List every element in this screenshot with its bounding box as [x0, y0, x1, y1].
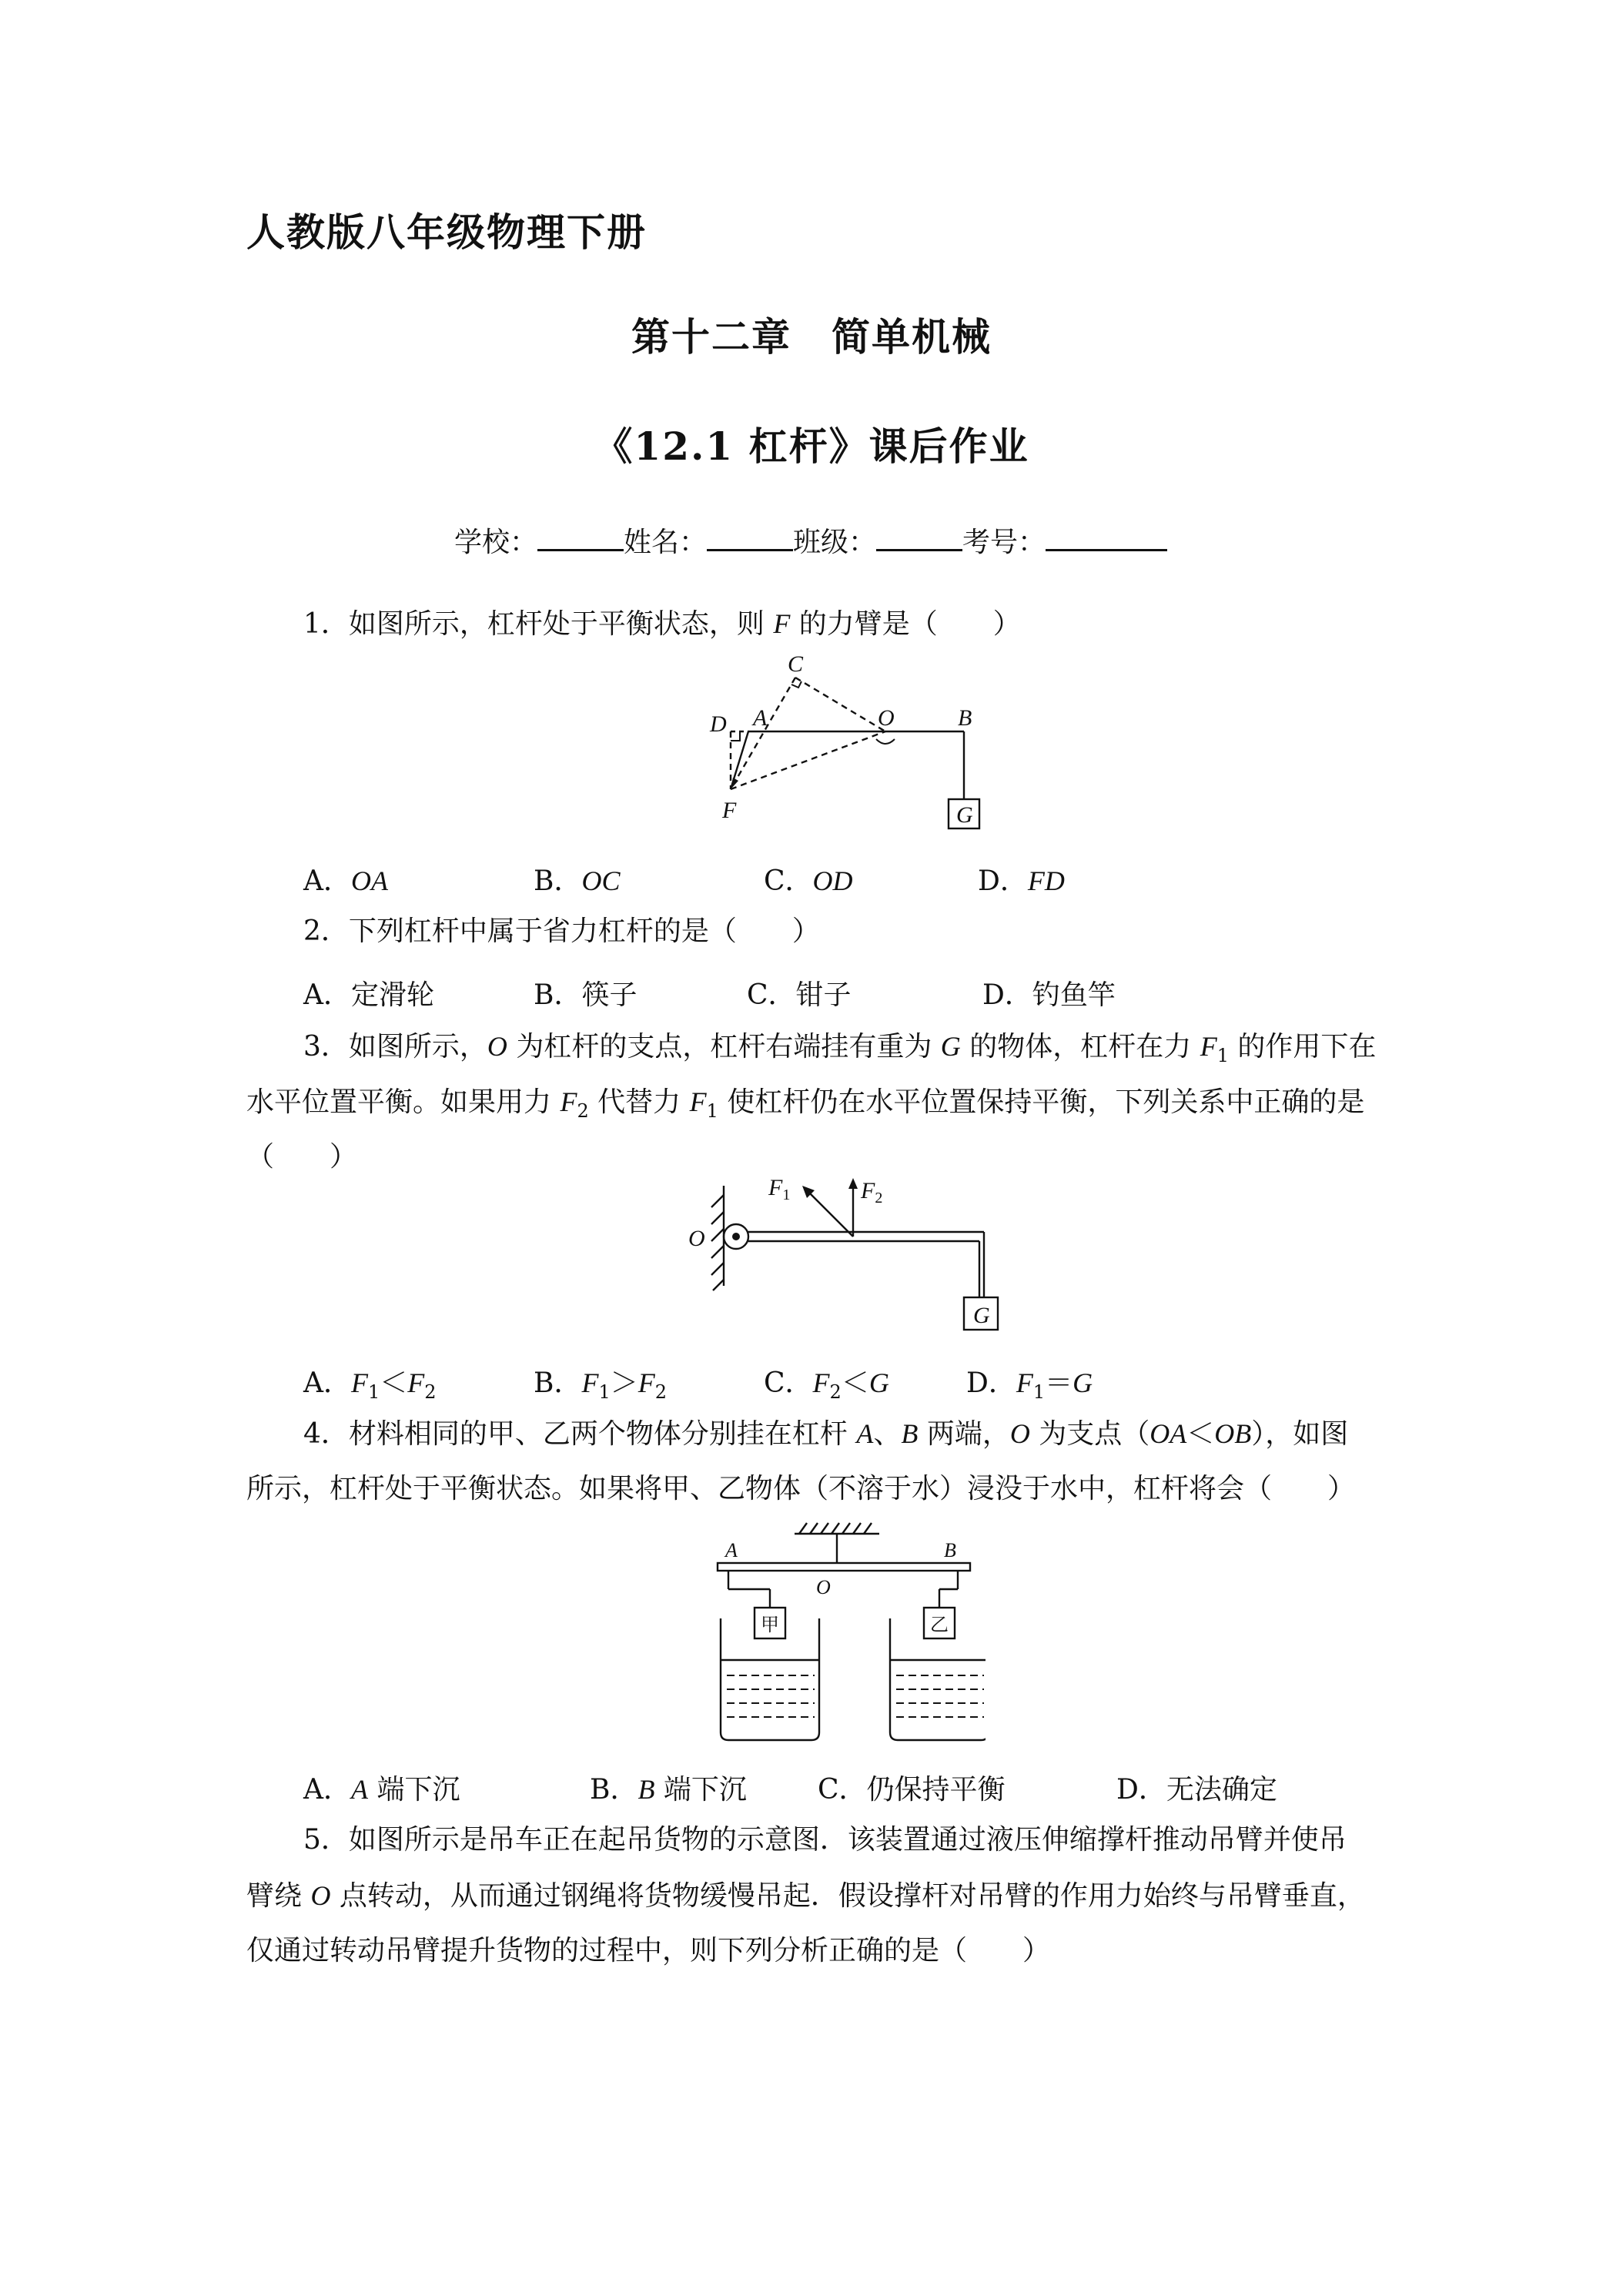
q2-option-c[interactable]: C．钳子: [747, 979, 852, 1011]
class-label: 班级：: [793, 527, 877, 558]
fig4-label-yi: 乙: [930, 1615, 949, 1635]
question-2-stem: 2．下列杠杆中属于省力杠杆的是（ ）: [303, 915, 820, 947]
question-5-line-1: 5．如图所示是吊车正在起吊货物的示意图．该装置通过液压伸缩撑杆推动吊臂并使吊: [303, 1824, 1347, 1856]
q3-option-a[interactable]: A．$F_1<F_2$: [303, 1367, 437, 1404]
wall-hatch: [711, 1263, 724, 1275]
left-beaker: [721, 1618, 819, 1740]
school-field[interactable]: [537, 526, 624, 551]
lesson-title: 《12.1 杠杆》课后作业: [594, 423, 1029, 469]
fig1-label-o: O: [878, 705, 895, 731]
q4-option-d[interactable]: D．无法确定: [1116, 1774, 1277, 1806]
question-4-figure: [708, 1517, 986, 1748]
q2-option-d[interactable]: D．钓鱼竿: [982, 979, 1116, 1011]
fig3-label-f1: $F_1$: [768, 1178, 791, 1203]
question-3-line-1: 3．如图所示，O 为杠杆的支点，杠杆右端挂有重为 G 的物体，杠杆在力 $F_1$ 的作用下在: [303, 1031, 1377, 1067]
q3-option-b[interactable]: B．$F_1>F_2$: [534, 1367, 668, 1404]
lever-bar: [718, 1563, 970, 1571]
wall-hatch: [713, 1280, 724, 1290]
question-3-line-2: 水平位置平衡。如果用力 $F_2$ 代替力 $F_1$ 使杠杆仍在水平位置保持平衡，下列关系中正确的是: [246, 1086, 1365, 1123]
fig4-label-b: B: [944, 1539, 956, 1561]
ceiling-hatch: [810, 1523, 818, 1534]
q1-option-a[interactable]: A．OA: [303, 865, 388, 897]
ceiling-hatch: [853, 1523, 861, 1534]
fulcrum-mark: [876, 739, 895, 744]
fig1-label-c: C: [788, 651, 804, 677]
student-info-line: [454, 526, 1167, 557]
q1-option-b[interactable]: B．OC: [534, 865, 621, 897]
exam-no-label: 考号：: [962, 527, 1046, 558]
question-5-line-2: 臂绕 O 点转动，从而通过钢绳将货物缓慢吊起．假设撑杆对吊臂的作用力始终与吊臂垂直，: [246, 1880, 1365, 1912]
fig1-label-f: F: [722, 798, 737, 823]
q3-option-c[interactable]: C．$F_2<G$: [764, 1367, 889, 1404]
question-5-line-3: 仅通过转动吊臂提升货物的过程中，则下列分析正确的是（ ）: [246, 1935, 1051, 1966]
pivot-dot: [732, 1233, 740, 1240]
ceiling-hatch: [799, 1523, 807, 1534]
q4-option-b[interactable]: B．B 端下沉: [590, 1774, 747, 1806]
wall-hatch: [711, 1229, 724, 1241]
name-field[interactable]: [707, 526, 793, 551]
fig3-label-f2: $F_2$: [861, 1178, 883, 1207]
fig1-label-d: D: [710, 711, 727, 737]
fig4-label-jia: 甲: [761, 1615, 779, 1635]
q3-option-d[interactable]: D．$F_1=G$: [966, 1367, 1093, 1404]
q4-option-a[interactable]: A．A 端下沉: [303, 1774, 460, 1806]
ceiling-hatch: [842, 1523, 850, 1534]
fig3-label-o: O: [688, 1226, 705, 1251]
right-beaker: [890, 1618, 986, 1740]
chapter-title: 第十二章 简单机械: [631, 314, 992, 360]
fig4-label-a: A: [725, 1539, 738, 1561]
question-1-stem: 1．如图所示，杠杆处于平衡状态，则 F 的力臂是（ ）: [303, 608, 1021, 640]
q4-option-c[interactable]: C．仍保持平衡: [818, 1774, 1006, 1806]
fig1-label-b: B: [958, 705, 972, 731]
question-4-line-1: 4．材料相同的甲、乙两个物体分别挂在杠杆 A、B 两端，O 为支点（OA＜OB），如图: [303, 1418, 1349, 1450]
wall-hatch: [711, 1212, 724, 1224]
fig1-label-g: G: [956, 802, 973, 828]
fig3-label-g: G: [973, 1303, 990, 1328]
q2-option-b[interactable]: B．筷子: [534, 979, 637, 1011]
name-label: 姓名：: [624, 527, 708, 558]
water-lines: [727, 1675, 984, 1717]
q1-option-d[interactable]: D．FD: [978, 865, 1065, 897]
book-title: 人教版八年级物理下册: [246, 209, 647, 255]
force-f1-line: [807, 1190, 853, 1237]
question-4-line-2: 所示，杠杆处于平衡状态。如果将甲、乙物体（不溶于水）浸没于水中，杠杆将会（ ）: [246, 1473, 1356, 1504]
force-f2-arrow-icon: [848, 1178, 858, 1189]
ceiling-hatch: [864, 1523, 872, 1534]
q2-option-a[interactable]: A．定滑轮: [303, 979, 435, 1011]
right-angle-d: [731, 731, 740, 741]
exam-no-field[interactable]: [1046, 526, 1167, 551]
school-label: 学校：: [454, 527, 538, 558]
q1-option-c[interactable]: C．OD: [764, 865, 853, 897]
question-1-figure: [693, 647, 1016, 847]
wall-hatch: [711, 1246, 724, 1258]
fig4-label-o: O: [816, 1576, 831, 1598]
question-3-line-3: （ ）: [246, 1141, 358, 1173]
ceiling-hatch: [832, 1523, 839, 1534]
question-3-figure: [678, 1178, 1032, 1355]
wall-hatch: [711, 1195, 724, 1207]
ceiling-hatch: [821, 1523, 828, 1534]
arm-line-oc: [795, 678, 885, 731]
arm-line-fo: [731, 731, 885, 789]
fig1-label-a: A: [753, 705, 768, 731]
class-field[interactable]: [876, 526, 962, 551]
